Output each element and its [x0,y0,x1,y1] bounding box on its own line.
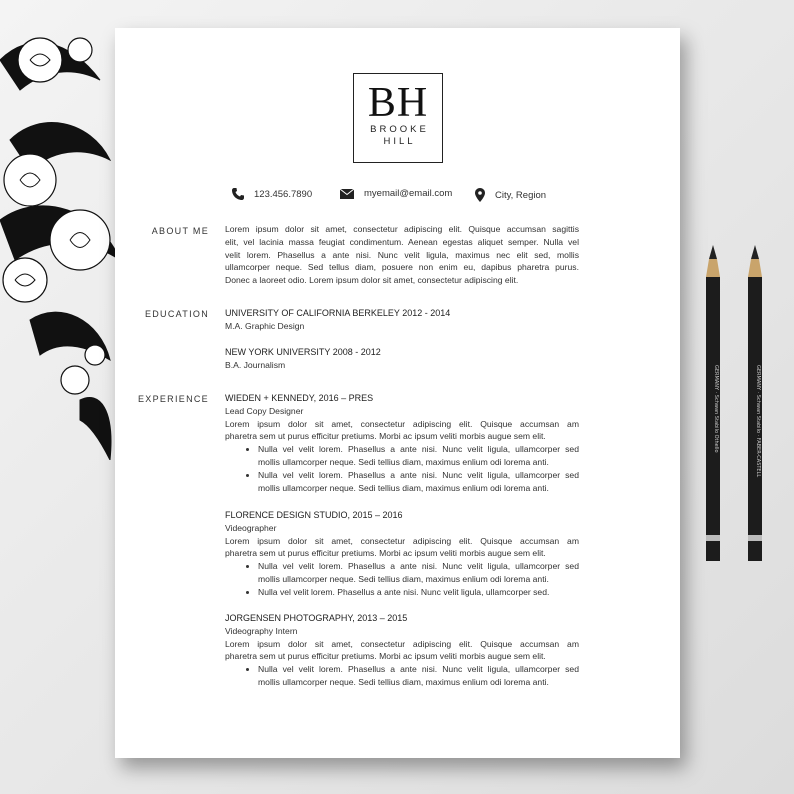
degree: B.A. Journalism [225,359,286,370]
resume-page [115,28,680,758]
company-name: WIEDEN + KENNEDY, 2016 – PRES [225,393,374,403]
company-name: JORGENSEN PHOTOGRAPHY, 2013 – 2015 [225,613,408,623]
section-experience-heading: EXPERIENCE [137,394,209,404]
company-name: FLORENCE DESIGN STUDIO, 2015 – 2016 [225,510,403,520]
pencil-right-image [748,245,762,565]
about-text [225,223,579,287]
bullet-item: • Nulla vel velit lorem. Phasellus a ante nisi. Nunc velit ligula, ullamcorper sed mollis ullamcorper neque. Sedi tellius diam, maximus enlium odi lorema anti. [258,663,579,689]
about-line: velit lorem. Phasellus a ante nisi. Nunc velit ligula, maximus nec elit sed, mollis [225,249,579,260]
job-desc-line: Lorem ipsum dolor sit amet, consectetur adipiscing elit. Quisque accumsan am [225,638,579,649]
job-role: Lead Copy Designer [225,405,304,416]
logo-last-name: HILL [383,136,416,147]
svg-text:GERMANY · Schwan Stabilo · FAB: GERMANY · Schwan Stabilo · FABER-CASTELL [755,365,761,478]
bullet-item: • Nulla vel velit lorem. Phasellus a ante nisi. Nunc velit ligula, ullamcorper sed. [258,586,579,599]
degree: M.A. Graphic Design [225,320,305,331]
experience-entry [225,612,579,689]
logo-initials: BH [367,80,429,126]
location-text: City, Region [495,189,547,201]
phone-icon [232,188,244,200]
school-name: NEW YORK UNIVERSITY 2008 - 2012 [225,347,381,357]
section-about-heading: ABOUT ME [151,226,209,236]
logo-first-name: BROOKE [370,124,429,135]
phone-text: 123.456.7890 [254,188,313,200]
about-line: ullamcorper neque. Sed tellus diam, posuere non enim eu, dapibus pharetra purus. [225,262,579,273]
location-pin-icon [475,188,485,202]
job-desc-line: Lorem ipsum dolor sit amet, consectetur adipiscing elit. Quisque accumsan am [225,418,579,429]
floral-illustration [0,20,130,460]
contact-location [475,188,546,202]
about-line: Lorem ipsum dolor sit amet, consectetur adipiscing elit. Quisque accumsan sagittis [225,224,579,234]
bullet-item: • Nulla vel velit lorem. Phasellus a ante nisi. Nunc velit ligula, ullamcorper sed mollis ullamcorper neque. Sedi tellius diam, maximus enlium odi lorema anti. [258,443,579,469]
experience-entry [225,509,579,599]
experience-entry [225,392,579,494]
section-education-heading: EDUCATION [144,309,209,319]
monogram-logo [353,73,443,163]
education-entry [225,307,579,333]
job-bullets [225,663,579,689]
job-desc-line: pharetra sem ut purus efficitur pretiums. Morbi ac ipsum veliti morbis augue sem elit. [225,548,546,559]
school-name: UNIVERSITY OF CALIFORNIA BERKELEY 2012 - 2014 [225,308,451,318]
job-bullets [225,560,579,598]
job-desc-line: pharetra sem ut purus efficitur pretiums. Morbi ac ipsum veliti morbis augue sem elit. [225,431,546,442]
contact-phone [232,188,312,200]
bullet-item: • Nulla vel velit lorem. Phasellus a ante nisi. Nunc velit ligula, ullamcorper sed mollis ullamcorper neque. Sedi tellius diam, maximus enlium odi lorema anti. [258,469,579,495]
job-role: Videographer [225,522,277,533]
job-desc-line: pharetra sem ut purus efficitur pretiums. Morbi ac ipsum veliti morbis augue sem elit. [225,651,546,662]
about-line: Donec a laoreet odio. Lorem ipsum dolor sit amet, consectetur adipiscing elit. [225,275,519,286]
bullet-item: • Nulla vel velit lorem. Phasellus a ante nisi. Nunc velit ligula, ullamcorper sed mollis ullamcorper neque. Sedi tellius diam, maximus enlium odi lorema anti. [258,560,579,586]
email-text: myemail@email.com [364,188,453,199]
email-icon [340,189,354,199]
job-bullets [225,443,579,494]
about-line: elit, vel lacinia massa feugiat condimentum. Aenean egestas aliquet semper. Nulla vel [225,236,579,247]
pencil-left-image [706,245,720,565]
contact-email [340,188,452,199]
job-desc-line: Lorem ipsum dolor sit amet, consectetur adipiscing elit. Quisque accumsan am [225,535,579,546]
education-entry [225,346,579,372]
job-role: Videography Intern [225,625,298,636]
svg-text:GERMANY · Schwan Stabilo Othel: GERMANY · Schwan Stabilo Othello [713,365,719,453]
